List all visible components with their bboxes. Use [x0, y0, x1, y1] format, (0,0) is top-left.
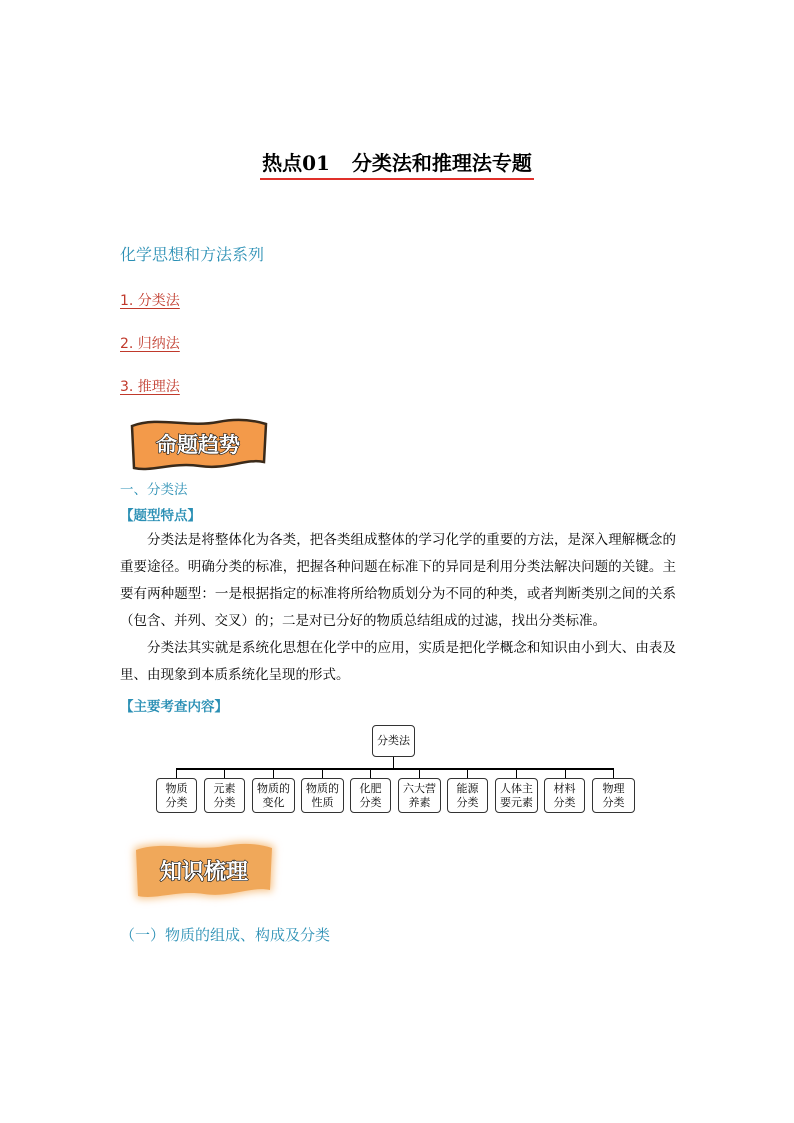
tree-node-line: 分类 — [359, 795, 382, 809]
tree-node-line: 物质的 — [306, 781, 339, 795]
title-number: 热点01 — [262, 151, 330, 175]
tree-branch-line — [224, 769, 225, 778]
tree-node-line: 分类 — [213, 795, 236, 809]
tree-branch-line — [467, 769, 468, 778]
series-heading: 化学思想和方法系列 — [120, 245, 265, 264]
trend-banner — [128, 414, 270, 476]
tree-node-line: 性质 — [311, 795, 334, 809]
feature-paragraph-2: 分类法其实就是系统化思想在化学中的应用，实质是把化学概念和知识由小到大、由表及里、由现象到本质系统化呈现的形式。 — [120, 640, 676, 683]
tree-branch-line — [516, 769, 517, 778]
tree-horizontal-line — [176, 768, 614, 770]
tree-node-property — [301, 778, 344, 813]
tree-node-line: 人体主 — [500, 781, 533, 795]
knowledge-banner — [124, 834, 284, 910]
tree-node-line: 材料 — [553, 781, 576, 795]
tree-node-line: 变化 — [262, 795, 285, 809]
tree-node-change — [252, 778, 295, 813]
tree-node-line: 分类 — [456, 795, 479, 809]
feature-heading: 【题型特点】 — [120, 508, 201, 524]
tree-node-fertilizer — [350, 778, 391, 813]
tree-node-material — [544, 778, 585, 813]
tree-node-physical — [592, 778, 635, 813]
toc-link-reasoning[interactable]: 3. 推理法 — [120, 379, 180, 395]
tree-branch-line — [613, 769, 614, 778]
tree-node-energy — [447, 778, 488, 813]
tree-node-line: 物质的 — [257, 781, 290, 795]
tree-node-line: 物质 — [165, 781, 188, 795]
tree-node-line: 能源 — [456, 781, 479, 795]
tree-node-line: 分类 — [553, 795, 576, 809]
tree-branch-line — [370, 769, 371, 778]
toc-link-induction[interactable]: 2. 归纳法 — [120, 336, 180, 352]
tree-node-line: 分类 — [165, 795, 188, 809]
tree-branch-line — [176, 769, 177, 778]
trend-banner-text: 命题趋势 — [156, 433, 240, 457]
tree-node-line: 养素 — [408, 795, 431, 809]
tree-node-body-elements — [495, 778, 538, 813]
toc-link-classification[interactable]: 1. 分类法 — [120, 293, 180, 309]
tree-node-line: 要元素 — [500, 795, 533, 809]
subsection-heading: （一）物质的组成、构成及分类 — [120, 926, 331, 944]
tree-root-box — [372, 725, 415, 757]
tree-branch-line — [419, 769, 420, 778]
section-heading: 一、分类法 — [120, 482, 188, 498]
tree-node-line: 元素 — [213, 781, 236, 795]
content-heading: 【主要考查内容】 — [120, 699, 228, 715]
tree-node-nutrients — [398, 778, 441, 813]
page-title — [0, 147, 794, 180]
tree-branch-line — [273, 769, 274, 778]
feature-paragraph-1: 分类法是将整体化为各类，把各类组成整体的学习化学的重要的方法，是深入理解概念的重要途径。明确分类的标准，把握各种问题在标准下的异同是利用分类法解决问题的关键。主要有两种题型：一是根据指定的标准将所给物质划分为不同的种类，或者判断类别之间的关系（包含、并列、交叉）的；二是对已分好的物质总结组成的过滤，找出分类标准。 — [120, 532, 676, 629]
tree-node-element — [204, 778, 245, 813]
knowledge-banner-text: 知识梳理 — [159, 860, 249, 885]
tree-root-label: 分类法 — [377, 734, 410, 747]
tree-node-line: 六大营 — [403, 781, 436, 795]
tree-branch-line — [322, 769, 323, 778]
tree-node-line: 物理 — [602, 781, 625, 795]
tree-node-line: 分类 — [602, 795, 625, 809]
title-text: 分类法和推理法专题 — [351, 151, 532, 175]
tree-node-substance — [156, 778, 197, 813]
tree-branch-line — [565, 769, 566, 778]
tree-node-line: 化肥 — [359, 781, 382, 795]
